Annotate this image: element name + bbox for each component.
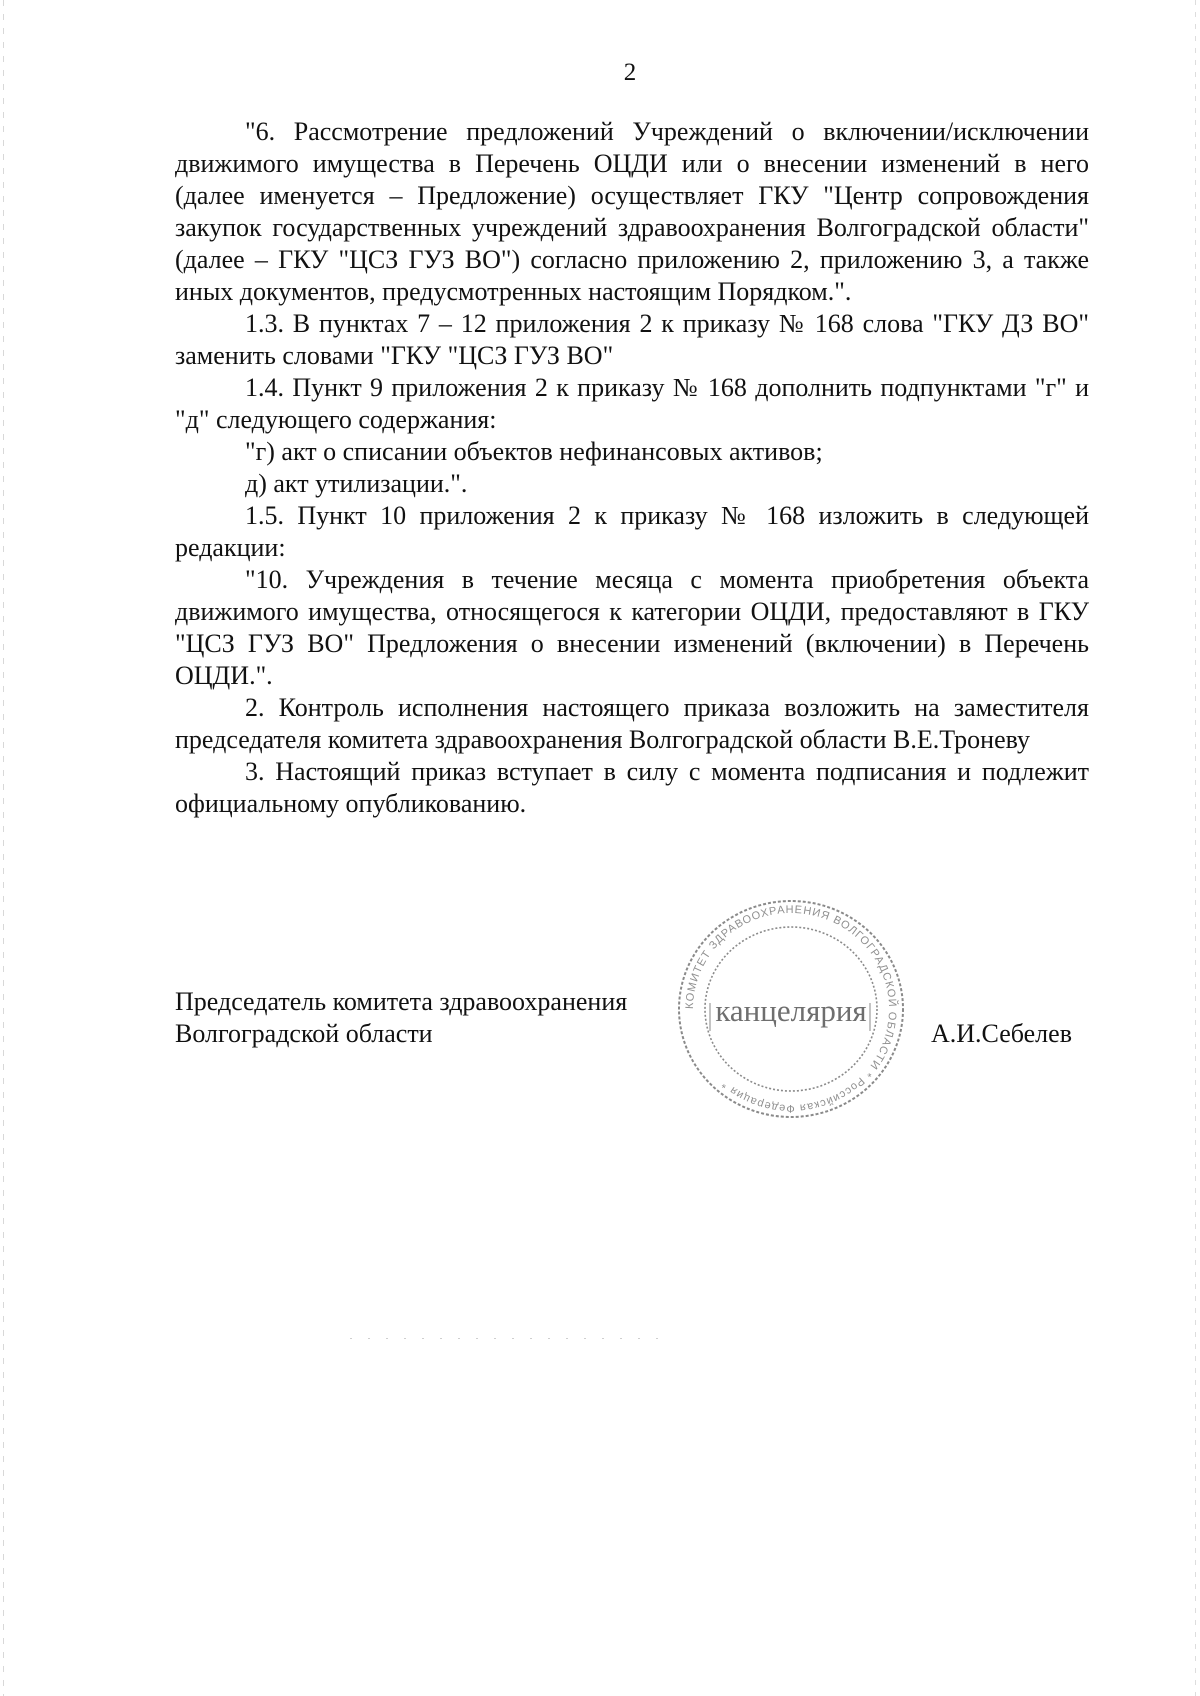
scan-edge-left — [3, 0, 4, 1696]
scan-edge-right — [1195, 0, 1196, 1696]
stamp-ring-text: КОМИТЕТ ЗДРАВООХРАНЕНИЯ ВОЛГОГРАДСКОЙ ОБЛАСТИ * Российская Федерация * — [683, 903, 899, 1115]
signature-position-line1: Председатель комитета здравоохранения — [175, 987, 628, 1016]
signature-position-line2: Волгоградской области — [175, 1019, 433, 1048]
document-body — [175, 116, 1089, 820]
signature-position — [175, 986, 627, 1050]
paragraph-10: "10. Учреждения в течение месяца с момента приобретения объекта движимого имущества, относящегося к категории ОЦДИ, предоставляют в ГКУ "ЦСЗ ГУЗ ВО" Предложения о внесении изменений (включении) в Перечень ОЦДИ.". — [175, 565, 1089, 690]
paragraph-1-3: 1.3. В пунктах 7 – 12 приложения 2 к приказу № 168 слова "ГКУ ДЗ ВО" заменить словами "ГКУ "ЦСЗ ГУЗ ВО" — [175, 309, 1089, 370]
stamp-center-text: канцелярия — [715, 993, 867, 1028]
paragraph-2: 2. Контроль исполнения настоящего приказа возложить на заместителя председателя комитета здравоохранения Волгоградской области В.Е.Троневу — [175, 693, 1089, 754]
subparagraph-d: д) акт утилизации.". — [245, 469, 468, 498]
scan-noise-line — [350, 1338, 670, 1339]
signature-name: А.И.Себелев — [931, 1019, 1072, 1048]
paragraph-1-4: 1.4. Пункт 9 приложения 2 к приказу № 168 дополнить подпунктами "г" и "д" следующего содержания: — [175, 373, 1089, 434]
paragraph-1-5: 1.5. Пункт 10 приложения 2 к приказу № 168 изложить в следующей редакции: — [175, 501, 1089, 562]
paragraph-3: 3. Настоящий приказ вступает в силу с момента подписания и подлежит официальному опубликованию. — [175, 757, 1089, 818]
subparagraph-g: "г) акт о списании объектов нефинансовых активов; — [245, 437, 823, 466]
paragraph-6: "6. Рассмотрение предложений Учреждений о включении/исключении движимого имущества в Перечень ОЦДИ или о внесении изменений в него (далее именуется – Предложение) осуществляет ГКУ "Центр сопровождения закупок государственных учреждений здравоохранения Волгоградской области" (далее – ГКУ "ЦСЗ ГУЗ ВО") согласно приложению 2, приложению 3, а также иных документов, предусмотренных настоящим Порядком.". — [175, 117, 1089, 306]
office-stamp — [672, 896, 910, 1122]
page-number: 2 — [623, 59, 637, 86]
